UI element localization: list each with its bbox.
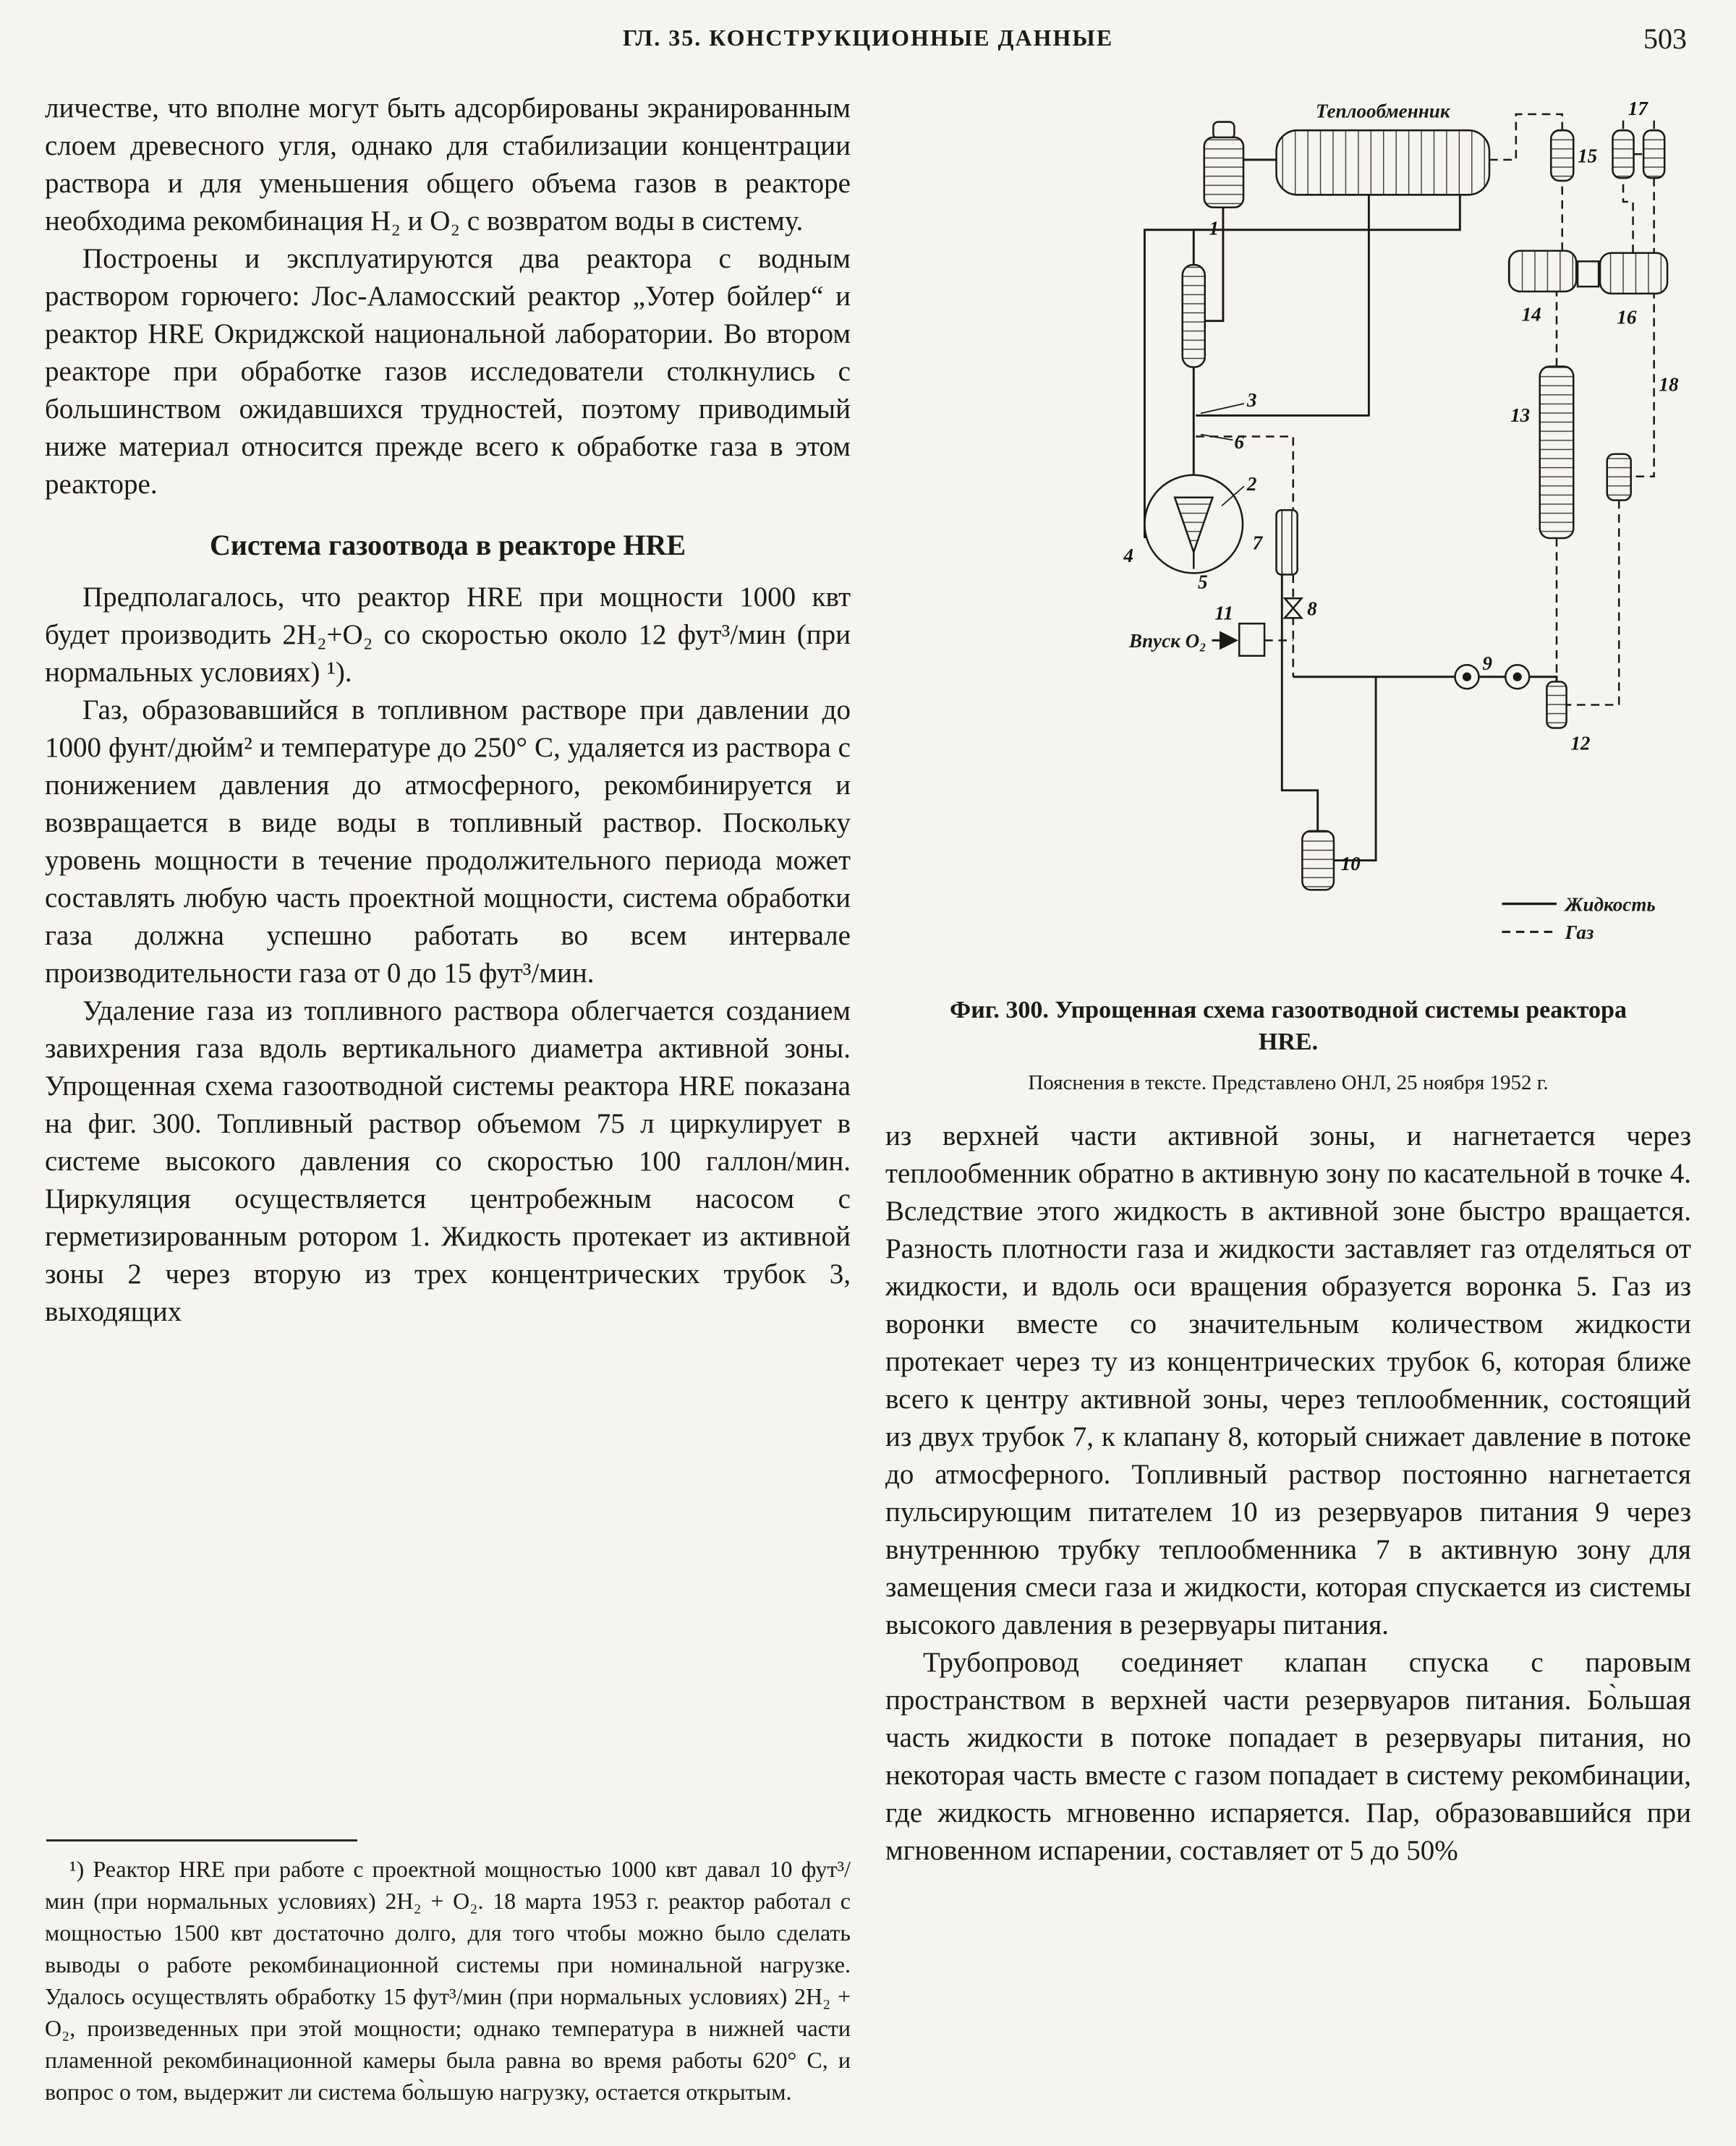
figure-caption-note: Пояснения в тексте. Представлено ОНЛ, 25 ноября 1952 г. [1028, 1071, 1549, 1095]
column-13 [1540, 367, 1573, 538]
fig-num-15: 15 [1578, 145, 1598, 167]
page-number: 503 [1643, 22, 1687, 55]
figure-caption: Фиг. 300. Упрощенная схема газоотводной системы реактора HRE. [950, 997, 1627, 1056]
paragraph: Удаление газа из топливного раствора облегчается созданием завихрения газа вдоль вертикального диаметра активной зоны. Упрощенная схема газоотводной системы реактора HRE показана на фиг. 300. Топливный раствор объемом 75 л циркулирует в системе высокого давления со скоростью 100 галлон/мин. Циркуляция осуществляется центробежным насосом с герметизированным ротором 1. Жидкость протекает из активной зоны 2 через вторую из трех концентрических трубок 3, выходящих [45, 995, 851, 1327]
fig-num-13: 13 [1510, 404, 1531, 427]
recombiner-16 [1600, 253, 1667, 294]
gas-removal-schematic [885, 90, 1691, 976]
fig-num-2: 2 [1246, 473, 1257, 495]
legend-gas-label: Газ [1565, 921, 1594, 944]
page-header [45, 22, 1691, 65]
fig-num-16: 16 [1617, 306, 1637, 328]
circulating-pump [1204, 137, 1243, 208]
trap-17a [1613, 130, 1634, 178]
heat-exchanger [1277, 130, 1489, 195]
fig-num-5: 5 [1198, 571, 1208, 593]
fig-num-11: 11 [1214, 602, 1233, 624]
feed-reservoir-dot [1463, 673, 1471, 681]
letdown-valve [1285, 598, 1301, 608]
paragraph: Предполагалось, что реактор HRE при мощности 1000 квт будет производить 2H₂+O₂ со скоростью около 12 фут³/мин (при нормальных условиях) ¹). [45, 582, 851, 688]
gas-pipe-network [1196, 114, 1654, 705]
fig-num-9: 9 [1482, 652, 1492, 675]
footnote: ¹) Реактор HRE при работе с проектной мощностью 1000 квт давал 10 фут³/мин (при нормальных условиях) 2H₂ + O₂. 18 марта 1953 г. реактор работал с мощностью 1500 квт достаточно долго, для того чтобы можно было сделать выводы о работе рекомбинационной системы при номинальной нагрузке. Удалось осуществлять обработку 15 фут³/мин (при нормальных условиях) 2H₂ + O₂, произведенных при этой мощности; однако температура в нижней части пламенной рекомбинационной камеры была равна во время работы 620° C, и вопрос о том, выдержит ли система бо̀льшую нагрузку, остается открытым. [45, 1856, 851, 2105]
fig-num-17: 17 [1628, 97, 1648, 119]
fig-num-10: 10 [1340, 853, 1361, 875]
twin-tube-exchanger [1277, 510, 1298, 574]
legend-liquid-label: Жидкость [1565, 893, 1656, 916]
fig-num-1: 1 [1209, 217, 1220, 239]
heat-exchanger-label: Теплообменник [1315, 100, 1450, 122]
paragraph-continuation: из верхней части активной зоны, и нагнетается через теплообменник обратно в активную зону по касательной в точке 4. Вследствие этого жидкость в активной зоне быстро вращается. Разность плотности газа и жидкости заставляет газ отделяться от жидкости, и вдоль оси вращения образуется воронка 5. Газ из воронки вместе со значительным количеством жидкости протекает через ту из концентрических трубок 6, которая ближе всего к центру активной зоны, через теплообменник, состоящий из двух трубок 7, к клапану 8, который снижает давление в потоке до атмосферного. Топливный раствор постоянно нагнетается пульсирующим питателем 10 из резервуаров питания 9 через внутреннюю трубку теплообменника 7 в активную зону для замещения смеси газа и жидкости, которая спускается из системы высокого давления в резервуары питания. [885, 1120, 1691, 1641]
feed-reservoir-dot [1514, 673, 1521, 681]
legend [1502, 893, 1655, 943]
section-heading: Система газоотвода в реакторе HRE [209, 529, 686, 561]
fig-num-4: 4 [1123, 544, 1133, 566]
connector-box [1578, 261, 1599, 286]
recombiner-14 [1509, 251, 1576, 291]
two-column-layout [45, 90, 1691, 2108]
letdown-valve [1285, 608, 1301, 618]
fig-num-12: 12 [1570, 732, 1591, 754]
figure-300 [885, 90, 1691, 1096]
fig-num-14: 14 [1521, 303, 1541, 325]
footnote-divider [46, 1839, 357, 1841]
pulsating-feeder [1302, 831, 1334, 890]
damper-12 [1546, 682, 1566, 728]
standpipe-bulb [1183, 265, 1205, 367]
pump-cap [1213, 122, 1234, 139]
side-vessel [1607, 454, 1631, 501]
left-column [45, 90, 851, 2108]
paragraph: Построены и эксплуатируются два реактора с водным раствором горючего: Лос-Аламосский реактор „Уотер бойлер“ и реактор HRE Окриджской национальной лаборатории. Во втором реакторе при обработке газов исследователи столкнулись с большинством ожидавшихся трудностей, поэтому приводимый ниже материал относится прежде всего к обработке газа в этом реакторе. [45, 243, 851, 500]
paragraph-continuation: личестве, что вполне могут быть адсорбированы экранированным слоем древесного угля, однако для стабилизации концентрации раствора и для уменьшения общего объема газов в реакторе необходима рекомбинация H₂ и O₂ с возвратом воды в систему. [45, 93, 851, 237]
oxygen-inlet-box [1239, 623, 1264, 656]
fig-num-3: 3 [1246, 388, 1257, 411]
paragraph: Газ, образовавшийся в топливном растворе при давлении до 1000 фунт/дюйм² и температуре до 250° C, удаляется из раствора с понижением давления до атмосферного, рекомбинируется и возвращается в виде воды в топливный раствор. Поскольку уровень мощности в течение продолжительного периода может составлять любую часть проектной мощности, система обработки газа должна успешно работать во всем интервале производительности газа от 0 до 15 фут³/мин. [45, 694, 851, 989]
right-column [885, 90, 1691, 2108]
fig-num-7: 7 [1252, 532, 1263, 554]
fig-num-8: 8 [1307, 597, 1317, 620]
condenser-15 [1551, 130, 1573, 181]
running-title: ГЛ. 35. КОНСТРУКЦИОННЫЕ ДАННЫЕ [622, 25, 1114, 51]
oxygen-inlet-label: Впуск O₂ [1128, 630, 1207, 652]
figure-caption-block [885, 995, 1691, 1096]
trap-17b [1643, 130, 1664, 178]
fig-num-6: 6 [1234, 430, 1244, 453]
fig-num-18: 18 [1659, 373, 1679, 396]
paragraph: Трубопровод соединяет клапан спуска с паровым пространством в верхней части резервуаров питания. Бо̀льшая часть жидкости в потоке попадает в резервуары питания, но некоторая часть вместе с газом попадает в систему рекомбинации, где жидкость мгновенно испаряется. Пар, образовавшийся при мгновенном испарении, составляет от 5 до 50% [885, 1647, 1691, 1867]
footnote-block [45, 1839, 851, 2108]
